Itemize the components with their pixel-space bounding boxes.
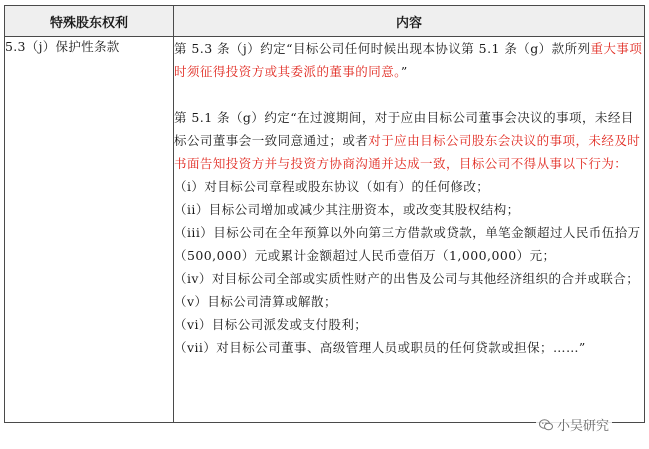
clause-5-3-j-tail: ” — [400, 64, 408, 79]
wechat-icon — [539, 419, 553, 431]
watermark — [536, 414, 612, 435]
header-content: 内容 — [174, 6, 645, 37]
clause-5-1-g-text: 第 5.1 条（g）约定“在过渡期间，对于应由目标公司董事会决议的事项，未经目标公司董事会一致同意通过；或者 — [174, 110, 634, 148]
list-item: （ii）目标公司增加或减少其注册资本，或改变其股权结构； — [174, 202, 520, 217]
table-header-row — [5, 6, 645, 37]
header-special-rights: 特殊股东权利 — [5, 6, 174, 37]
row-content — [174, 37, 645, 423]
list-item: （iv）对目标公司全部或实质性财产的出售及公司与其他经济组织的合并或联合； — [174, 271, 640, 286]
clause-5-1-g — [174, 106, 644, 175]
rights-table — [4, 5, 645, 423]
clause-5-3-j-highlight: 重大事项时须征得投资方或其委派的董事的同意。 — [174, 41, 643, 79]
clause-5-1-g-highlight: 对于应由目标公司股东会决议的事项，未经及时书面告知投资方并与投资方协商沟通并达成一致，目标公司不得从事以下行为： — [174, 133, 641, 171]
clause-5-3-j — [174, 37, 644, 83]
row-label-protective-clause: 5.3（j）保护性条款 — [5, 37, 174, 423]
clause-5-3-j-text: 第 5.3 条（j）约定“目标公司任何时候出现本协议第 5.1 条（g）款所列 — [174, 41, 591, 56]
table-row — [5, 37, 645, 423]
list-item: （i）对目标公司章程或股东协议（如有）的任何修改； — [174, 179, 490, 194]
list-item: （vi）目标公司派发或支付股利； — [174, 317, 368, 332]
list-item: （iii）目标公司在全年预算以外向第三方借款或贷款，单笔金额超过人民币伍拾万（500,000）元或累计金额超过人民币壹佰万（1,000,000）元； — [174, 225, 641, 263]
list-item: （v）目标公司清算或解散； — [174, 294, 337, 309]
watermark-text: 小吴研究 — [557, 419, 610, 434]
list-item: （vii）对目标公司董事、高级管理人员或职员的任何贷款或担保；……” — [174, 340, 586, 355]
